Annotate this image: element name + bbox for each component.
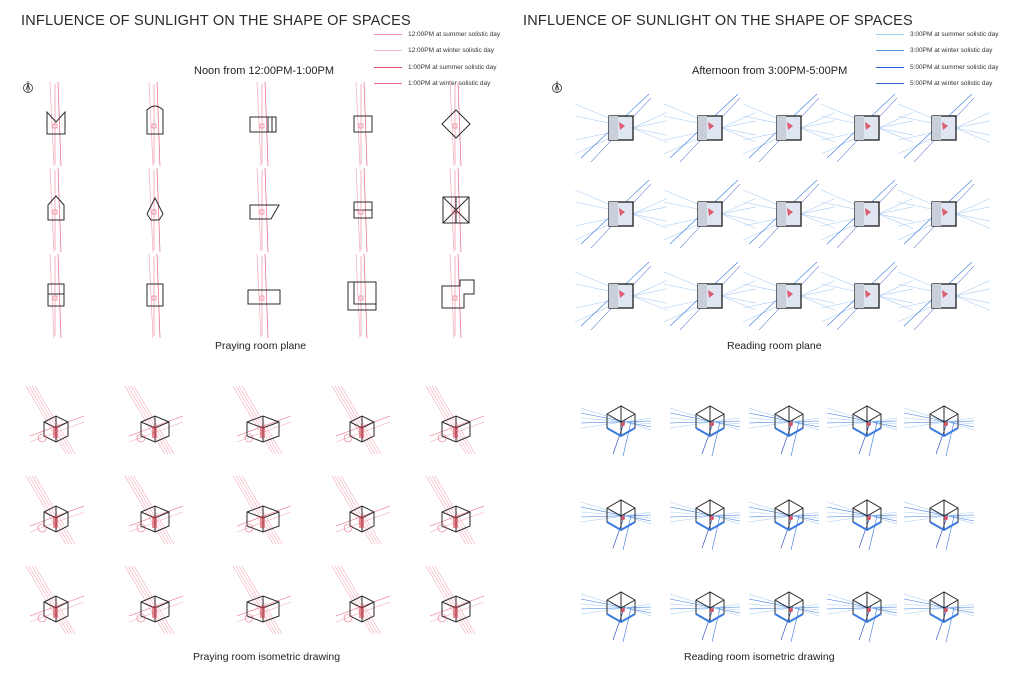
- sun-ray-line: [869, 516, 877, 550]
- sun-ray-line: [869, 422, 877, 456]
- shade-area: [855, 202, 864, 226]
- sun-patch: [867, 608, 871, 612]
- shade-area: [932, 116, 941, 140]
- sun-ray-line: [904, 507, 974, 521]
- sun-ray-line: [35, 566, 75, 634]
- sun-ray-line: [581, 599, 651, 613]
- sun-ray-line: [265, 254, 268, 338]
- sun-ray-line: [869, 608, 877, 642]
- sun-ray-line: [904, 599, 974, 613]
- sun-ray-line: [623, 608, 631, 642]
- sun-ray-line: [128, 476, 168, 544]
- room-outline: [250, 205, 279, 219]
- praying-iso-drawing: [233, 566, 291, 634]
- sun-patch: [53, 426, 58, 438]
- sun-patch: [710, 516, 714, 520]
- sun-ray-line: [338, 566, 378, 634]
- praying-plan-drawing: [147, 82, 163, 166]
- sun-ray-line: [58, 82, 61, 166]
- reading-iso-drawing: [670, 406, 740, 456]
- reading-plan-drawing: [664, 94, 756, 162]
- praying-iso-drawing: [426, 566, 484, 634]
- reading-iso-drawing: [904, 500, 974, 550]
- sun-ray-line: [332, 566, 372, 634]
- legend-label: 1:00PM at winter solistic day: [408, 80, 491, 88]
- sun-patch: [359, 426, 364, 438]
- praying-plan-drawing: [147, 168, 163, 252]
- reading-plan-drawing: [664, 180, 756, 248]
- room-outline: [48, 196, 64, 220]
- reading-iso-label: Reading room isometric drawing: [684, 651, 835, 663]
- sun-ray-line: [338, 476, 378, 544]
- sun-ring: [38, 524, 46, 532]
- sun-ray-line: [749, 413, 819, 427]
- reading-plan-drawing: [575, 262, 667, 330]
- praying-iso-drawing: [332, 386, 390, 454]
- right-title: INFLUENCE OF SUNLIGHT ON THE SHAPE OF SPACES: [523, 13, 913, 29]
- praying-plan-drawing: [48, 254, 64, 338]
- left-subtitle: Noon from 12:00PM-1:00PM: [194, 65, 335, 77]
- shade-area: [777, 202, 786, 226]
- sun-patch: [359, 606, 364, 618]
- sun-patch: [621, 422, 625, 426]
- praying-iso-drawing: [426, 476, 484, 544]
- sun-ray-line: [26, 476, 66, 544]
- praying-iso-drawing: [332, 476, 390, 544]
- legend-label: 5:00PM at winter solistic day: [910, 80, 993, 88]
- sun-ray-line: [32, 476, 72, 544]
- sun-patch: [152, 516, 157, 528]
- reading-iso-drawing: [581, 500, 651, 550]
- reading-iso-drawing: [904, 592, 974, 642]
- sun-patch: [789, 422, 793, 426]
- reading-plan-drawing: [664, 262, 756, 330]
- reading-room-plane-drawings: [512, 0, 1024, 686]
- room-outline: [147, 106, 163, 134]
- room-outline: [442, 280, 474, 308]
- reading-plan-drawing: [898, 94, 990, 162]
- sun-ray-line: [332, 386, 372, 454]
- right-subtitle: Afternoon from 3:00PM-5:00PM: [692, 65, 848, 77]
- sun-ray-line: [157, 82, 160, 166]
- sun-ray-line: [157, 254, 160, 338]
- shade-area: [609, 116, 618, 140]
- sun-patch: [944, 422, 948, 426]
- praying-plan-drawing: [248, 254, 280, 338]
- sun-ray-line: [341, 386, 381, 454]
- sun-ray-line: [429, 386, 469, 454]
- sun-ray-line: [58, 254, 61, 338]
- sun-ray-line: [670, 507, 740, 521]
- praying-plan-drawing: [354, 168, 372, 252]
- sun-patch: [359, 516, 364, 528]
- praying-iso-label: Praying room isometric drawing: [193, 651, 341, 663]
- sun-ray-line: [827, 599, 897, 613]
- sun-ray-line: [429, 566, 469, 634]
- praying-plan-drawing: [443, 168, 469, 252]
- sun-ray-line: [827, 507, 897, 521]
- sun-ray-line: [242, 476, 282, 544]
- sun-ray-line: [791, 422, 799, 456]
- room-outline: [147, 198, 163, 220]
- sun-patch: [621, 516, 625, 520]
- legend-label: 12:00PM at winter solistic day: [408, 47, 494, 55]
- legend-label: 3:00PM at summer solistic day: [910, 30, 999, 38]
- reading-iso-drawing: [827, 500, 897, 550]
- praying-plan-drawing: [348, 254, 376, 338]
- sun-ray-line: [946, 608, 954, 642]
- sun-patch: [53, 516, 58, 528]
- praying-iso-drawing: [26, 476, 84, 544]
- praying-iso-drawing: [26, 566, 84, 634]
- sun-ray-line: [581, 413, 651, 427]
- sun-ray-line: [32, 386, 72, 454]
- reading-plan-drawing: [575, 94, 667, 162]
- shade-area: [777, 284, 786, 308]
- sun-ring: [38, 614, 46, 622]
- reading-plane-label: Reading room plane: [727, 340, 822, 352]
- sun-ray-line: [35, 386, 75, 454]
- praying-plan-drawing: [47, 82, 65, 166]
- sun-ray-line: [236, 386, 276, 454]
- reading-iso-drawing: [581, 592, 651, 642]
- sun-ray-line: [134, 476, 174, 544]
- sun-ring: [344, 524, 352, 532]
- sun-ray-line: [332, 476, 372, 544]
- sun-ray-line: [791, 516, 799, 550]
- shade-area: [932, 202, 941, 226]
- sun-patch: [710, 422, 714, 426]
- sun-ray-line: [712, 608, 720, 642]
- sun-ray-line: [157, 168, 160, 252]
- sun-ray-line: [341, 566, 381, 634]
- reading-iso-drawing: [749, 500, 819, 550]
- sun-ray-line: [435, 476, 475, 544]
- praying-iso-drawing: [233, 386, 291, 454]
- sun-ray-line: [242, 566, 282, 634]
- reading-iso-drawing: [749, 406, 819, 456]
- sun-patch: [260, 516, 265, 528]
- sun-ray-line: [236, 566, 276, 634]
- praying-iso-drawing: [125, 386, 183, 454]
- sun-ring: [38, 434, 46, 442]
- shade-area: [855, 284, 864, 308]
- praying-plan-drawing: [442, 254, 474, 338]
- sun-patch: [867, 422, 871, 426]
- sun-ray-line: [712, 516, 720, 550]
- legend-label: 5:00PM at summer solistic day: [910, 63, 999, 71]
- reading-iso-drawing: [581, 406, 651, 456]
- sun-ring: [344, 614, 352, 622]
- legend-label: 1:00PM at summer solistic day: [408, 63, 497, 71]
- reading-iso-drawing: [827, 592, 897, 642]
- sun-ray-line: [791, 608, 799, 642]
- left-title: INFLUENCE OF SUNLIGHT ON THE SHAPE OF SPACES: [21, 13, 411, 29]
- sun-patch: [152, 606, 157, 618]
- sun-ray-line: [32, 566, 72, 634]
- reading-iso-drawing: [670, 500, 740, 550]
- sun-patch: [944, 516, 948, 520]
- shade-area: [698, 202, 707, 226]
- right-panel: [512, 0, 1024, 686]
- sun-ray-line: [134, 386, 174, 454]
- room-outline: [250, 117, 276, 132]
- reading-plan-drawing: [575, 180, 667, 248]
- sun-ray-line: [435, 386, 475, 454]
- sun-patch: [621, 608, 625, 612]
- sun-patch: [944, 608, 948, 612]
- sun-patch: [53, 606, 58, 618]
- praying-iso-drawing: [233, 476, 291, 544]
- sun-patch: [260, 606, 265, 618]
- sun-ray-line: [623, 516, 631, 550]
- reading-iso-drawing: [670, 592, 740, 642]
- sun-ray-line: [338, 386, 378, 454]
- sun-ray-line: [242, 386, 282, 454]
- legend-label: 3:00PM at winter solistic day: [910, 47, 993, 55]
- sun-patch: [152, 426, 157, 438]
- sun-ray-line: [128, 386, 168, 454]
- praying-iso-drawing: [426, 386, 484, 454]
- sun-ray-line: [58, 168, 61, 252]
- sun-patch: [710, 608, 714, 612]
- shade-area: [609, 202, 618, 226]
- shade-area: [777, 116, 786, 140]
- sun-ray-line: [26, 386, 66, 454]
- sun-ray-line: [435, 566, 475, 634]
- sun-ray-line: [749, 507, 819, 521]
- sun-ray-line: [827, 413, 897, 427]
- sun-ray-line: [458, 82, 461, 166]
- sun-ray-line: [670, 599, 740, 613]
- sun-patch: [453, 606, 458, 618]
- reading-iso-drawing: [749, 592, 819, 642]
- sun-ray-line: [364, 82, 367, 166]
- praying-plan-drawing: [48, 168, 64, 252]
- reading-plan-drawing: [898, 262, 990, 330]
- sun-patch: [867, 516, 871, 520]
- sun-ray-line: [128, 566, 168, 634]
- sun-patch: [453, 426, 458, 438]
- room-outline: [48, 284, 64, 306]
- praying-iso-drawing: [125, 566, 183, 634]
- shade-area: [609, 284, 618, 308]
- sun-patch: [789, 608, 793, 612]
- praying-plan-drawing: [250, 82, 276, 166]
- praying-iso-drawing: [332, 566, 390, 634]
- sun-ray-line: [458, 254, 461, 338]
- sun-ray-line: [134, 566, 174, 634]
- sun-ray-line: [236, 476, 276, 544]
- praying-iso-drawing: [26, 386, 84, 454]
- praying-plan-drawing: [442, 82, 470, 166]
- sun-ray-line: [364, 254, 367, 338]
- sun-ray-line: [458, 168, 461, 252]
- sun-patch: [260, 426, 265, 438]
- reading-iso-drawing: [827, 406, 897, 456]
- sun-ray-line: [712, 422, 720, 456]
- reading-plan-drawing: [898, 180, 990, 248]
- sun-ray-line: [904, 413, 974, 427]
- sun-ring: [344, 434, 352, 442]
- sun-ray-line: [670, 413, 740, 427]
- shade-area: [698, 284, 707, 308]
- shade-area: [932, 284, 941, 308]
- sun-ray-line: [341, 476, 381, 544]
- sun-ray-line: [946, 516, 954, 550]
- shade-area: [855, 116, 864, 140]
- room-outline: [147, 284, 163, 306]
- sun-ray-line: [265, 168, 268, 252]
- legend-label: 12:00PM at summer solistic day: [408, 30, 501, 38]
- praying-plan-drawing: [147, 254, 163, 338]
- reading-iso-drawing: [904, 406, 974, 456]
- sun-ray-line: [581, 507, 651, 521]
- praying-plane-label: Praying room plane: [215, 340, 307, 352]
- sun-patch: [453, 516, 458, 528]
- shade-area: [698, 116, 707, 140]
- praying-plan-drawing: [250, 168, 279, 252]
- room-outline: [47, 112, 65, 134]
- sun-ray-line: [749, 599, 819, 613]
- sun-ray-line: [35, 476, 75, 544]
- sun-patch: [789, 516, 793, 520]
- sun-ray-line: [429, 476, 469, 544]
- praying-plan-drawing: [354, 82, 372, 166]
- sun-ray-line: [623, 422, 631, 456]
- sun-ray-line: [946, 422, 954, 456]
- sun-ray-line: [26, 566, 66, 634]
- praying-iso-drawing: [125, 476, 183, 544]
